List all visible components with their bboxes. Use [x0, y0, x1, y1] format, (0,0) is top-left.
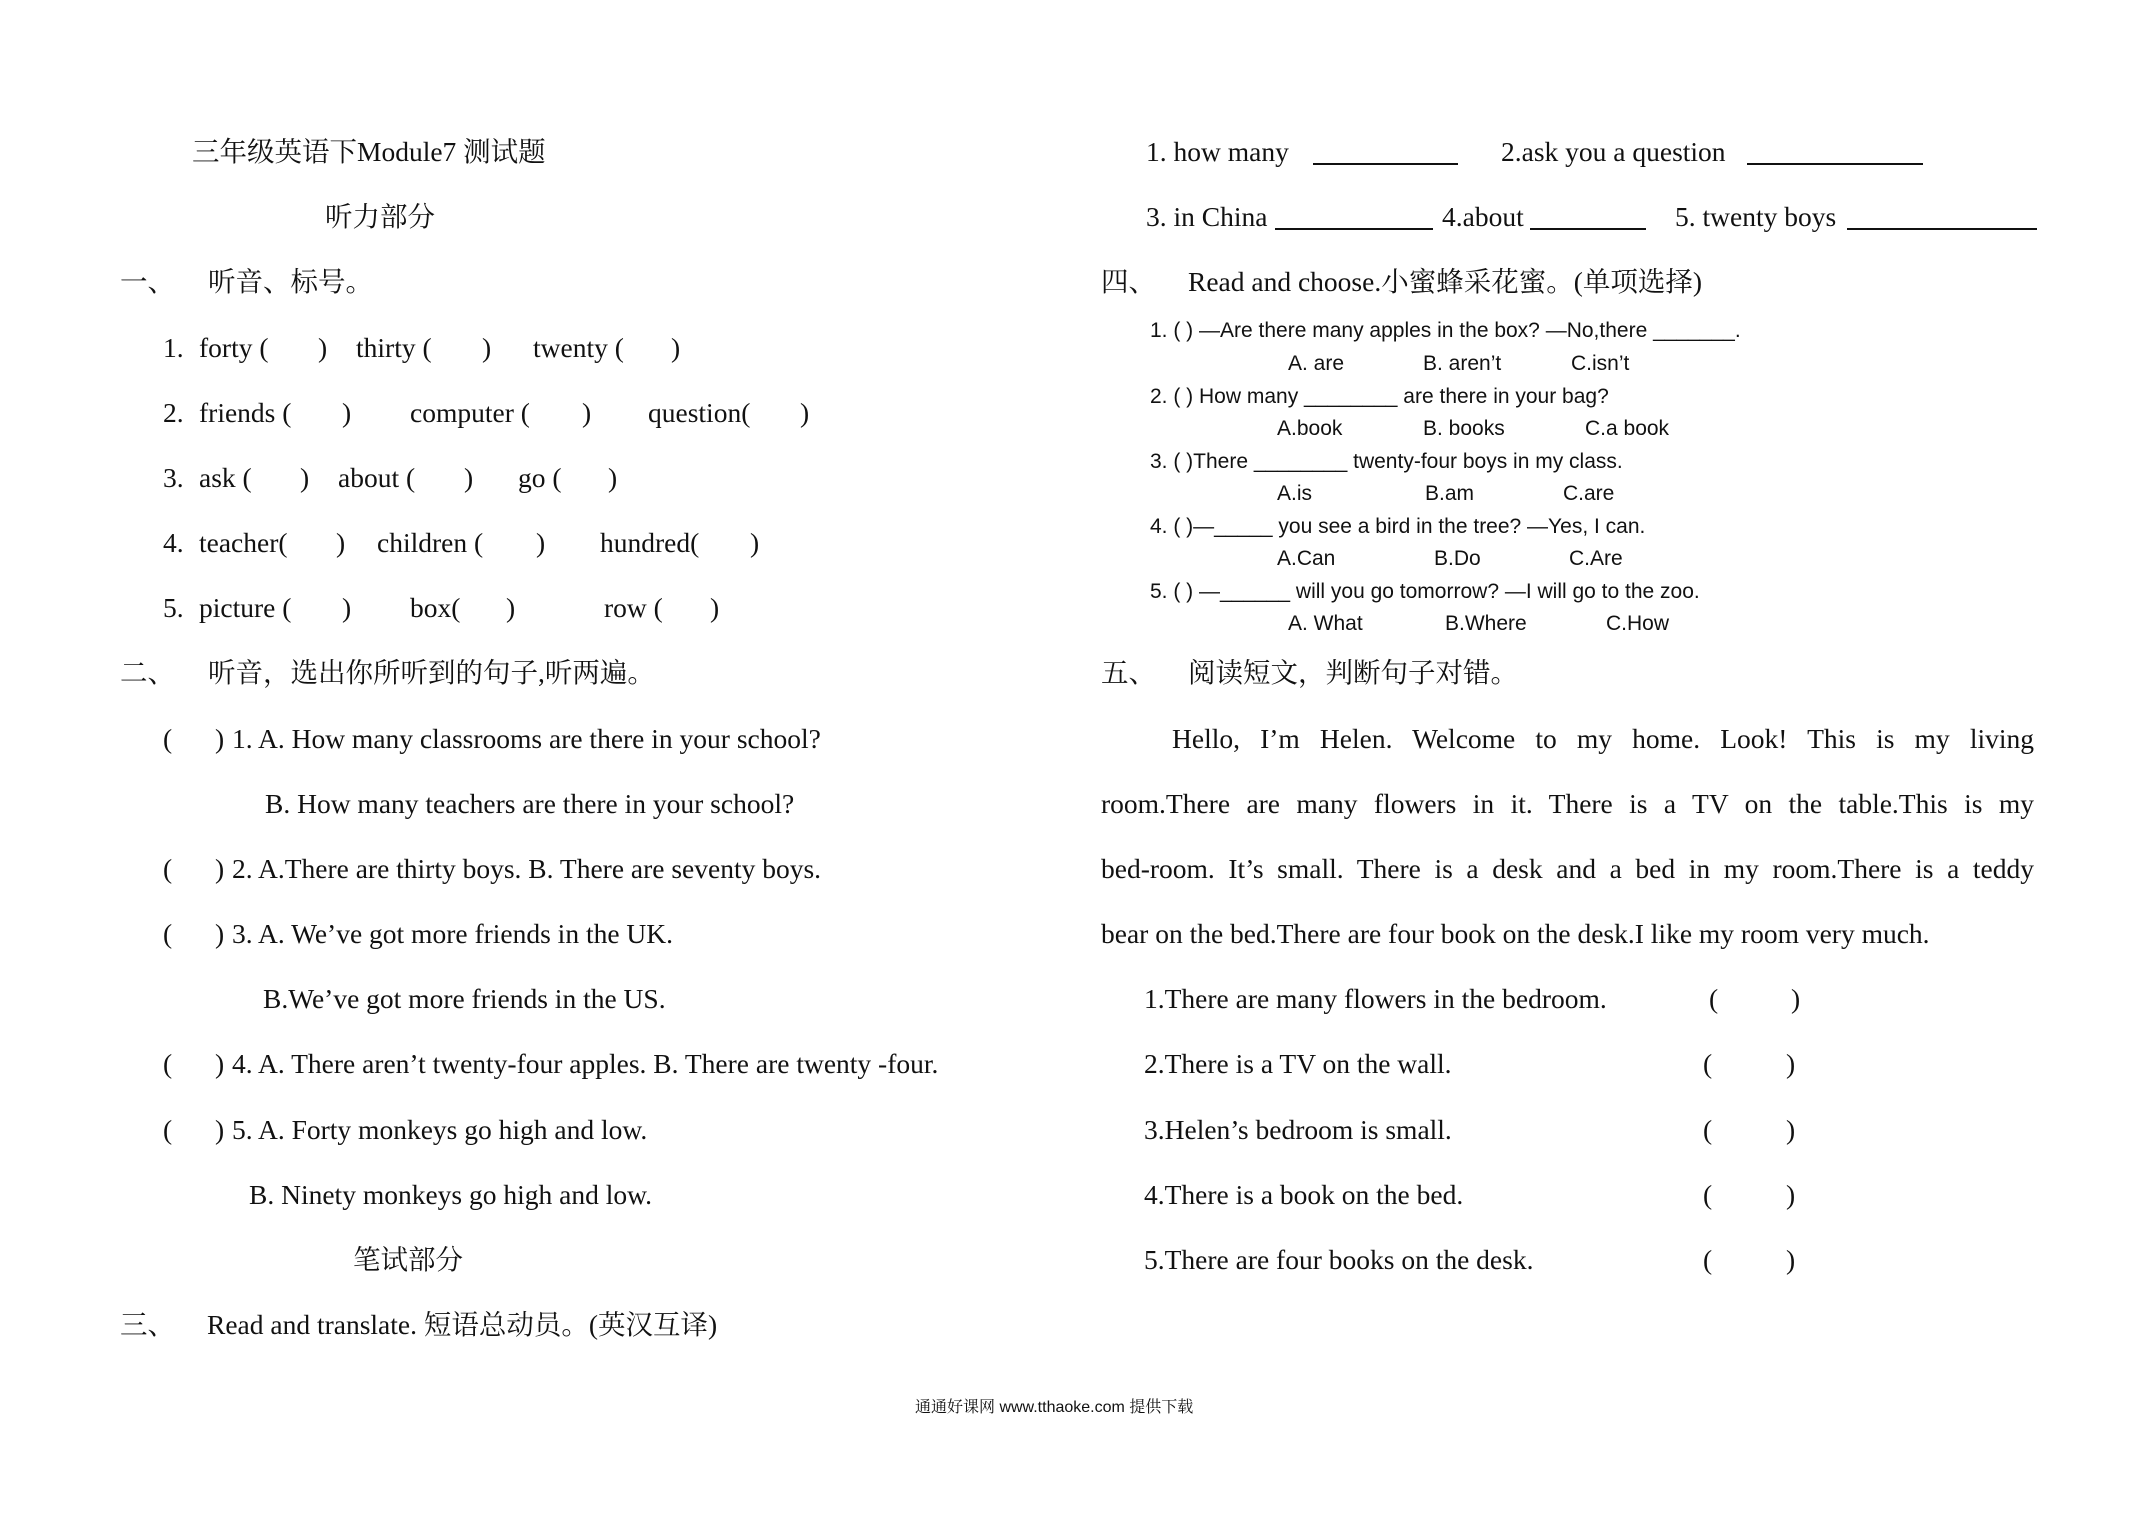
question-stem: 1. ( ) —Are there many apples in the box? —No,there _______. — [1150, 319, 1741, 342]
question-stem: 5. ( ) —______ will you go tomorrow? —I will go to the zoo. — [1150, 580, 1700, 603]
choice-option: A. are — [1288, 352, 1345, 375]
paren-close: ) — [608, 462, 618, 493]
word-label: twenty ( — [533, 332, 624, 363]
passage-line: bear on the bed.There are four book on the desk.I like my room very much. — [1101, 918, 1930, 949]
paren-open: ( — [1709, 983, 1719, 1014]
paren-close: ) — [1786, 1179, 1796, 1210]
answer-blank[interactable] — [1275, 204, 1433, 230]
paren-open: ( — [1703, 1114, 1713, 1145]
choice-option: A. What — [1288, 612, 1363, 635]
part4-number: 四、 — [1101, 266, 1156, 297]
statement-text: 5.There are four books on the desk. — [1144, 1244, 1534, 1275]
translate-item: 3. in China — [1146, 201, 1268, 232]
translate-item: 4.about — [1442, 201, 1524, 232]
part3-number: 三、 — [120, 1309, 175, 1340]
paren-close: ) — [710, 592, 720, 623]
paren-open: ( — [1703, 1244, 1713, 1275]
passage-line: Hello, I’m Helen. Welcome to my home. Look! This is my living — [1172, 723, 2034, 754]
paren-close: ) — [215, 918, 225, 949]
paren-open: ( — [1703, 1179, 1713, 1210]
paren-close: ) — [300, 462, 310, 493]
paren-open: ( — [1703, 1048, 1713, 1079]
part3-instruction: Read and translate. 短语总动员。(英汉互译) — [207, 1309, 718, 1340]
word-label: question( — [648, 397, 751, 428]
paren-open: ( — [163, 723, 173, 754]
word-label: row ( — [604, 592, 663, 623]
statement-text: 3.Helen’s bedroom is small. — [1144, 1114, 1452, 1145]
statement-text: 4.There is a book on the bed. — [1144, 1179, 1464, 1210]
item-number: 3. — [163, 462, 184, 493]
paren-close: ) — [1786, 1048, 1796, 1079]
paren-open: ( — [163, 1114, 173, 1145]
translate-item: 5. twenty boys — [1675, 201, 1837, 232]
paren-close: ) — [342, 397, 352, 428]
choice-option: C.are — [1563, 482, 1615, 505]
paren-close: ) — [671, 332, 681, 363]
choice-option: A.Can — [1277, 547, 1336, 570]
item-number: 5. — [163, 592, 184, 623]
paren-close: ) — [215, 853, 225, 884]
choice-option: B. books — [1423, 417, 1505, 440]
question-stem: 3. ( )There ________ twenty-four boys in my class. — [1150, 450, 1623, 473]
passage-line: bed-room. It’s small. There is a desk and a bed in my room.There is a teddy — [1101, 853, 2034, 884]
paren-open: ( — [163, 853, 173, 884]
answer-blank[interactable] — [1530, 204, 1646, 230]
choice-option: C.isn’t — [1571, 352, 1630, 375]
word-label: thirty ( — [356, 332, 432, 363]
translate-item: 1. how many — [1146, 136, 1289, 167]
choice-option: B.Do — [1434, 547, 1481, 570]
answer-blank[interactable] — [1847, 204, 2037, 230]
choice-option: C.How — [1606, 612, 1670, 635]
paren-close: ) — [318, 332, 328, 363]
item-number: 2. — [163, 397, 184, 428]
sentence-option: B. Ninety monkeys go high and low. — [249, 1179, 653, 1210]
footer-text: 通通好课网 www.tthaoke.com 提供下载 — [915, 1399, 1194, 1416]
paren-close: ) — [482, 332, 492, 363]
paren-close: ) — [336, 527, 346, 558]
part2-number: 二、 — [120, 657, 175, 688]
item-number: 1. — [163, 332, 184, 363]
paren-close: ) — [215, 1114, 225, 1145]
paren-close: ) — [464, 462, 474, 493]
word-label: children ( — [377, 527, 484, 558]
item-number: 4. — [163, 527, 184, 558]
part1-instruction: 听音、标号。 — [208, 266, 373, 297]
paren-close: ) — [506, 592, 516, 623]
sentence-option: 4. A. There aren’t twenty-four apples. B. There are twenty -four. — [232, 1048, 939, 1079]
paren-close: ) — [215, 1048, 225, 1079]
choice-option: A.book — [1277, 417, 1343, 440]
paren-open: ( — [163, 1048, 173, 1079]
word-label: friends ( — [199, 397, 292, 428]
statement-text: 2.There is a TV on the wall. — [1144, 1048, 1452, 1079]
sentence-option: 1. A. How many classrooms are there in your school? — [232, 723, 821, 754]
sentence-option: 5. A. Forty monkeys go high and low. — [232, 1114, 648, 1145]
part2-instruction: 听音，选出你所听到的句子,听两遍。 — [208, 657, 655, 688]
question-stem: 2. ( ) How many ________ are there in your bag? — [1150, 385, 1609, 408]
choice-option: C.a book — [1585, 417, 1670, 440]
choice-option: B.Where — [1445, 612, 1527, 635]
page-title: 三年级英语下Module7 测试题 — [192, 136, 546, 167]
answer-blank[interactable] — [1747, 139, 1923, 165]
paren-close: ) — [1791, 983, 1801, 1014]
word-label: about ( — [338, 462, 416, 493]
paren-open: ( — [163, 918, 173, 949]
paren-close: ) — [1786, 1244, 1796, 1275]
word-label: hundred( — [600, 527, 700, 558]
paren-close: ) — [750, 527, 760, 558]
choice-option: B.am — [1425, 482, 1475, 505]
part5-instruction: 阅读短文，判断句子对错。 — [1188, 657, 1518, 688]
word-label: go ( — [518, 462, 562, 493]
choice-option: A.is — [1277, 482, 1313, 505]
statement-text: 1.There are many flowers in the bedroom. — [1144, 983, 1607, 1014]
word-label: box( — [410, 592, 461, 623]
choice-option: B. aren’t — [1423, 352, 1502, 375]
word-label: computer ( — [410, 397, 530, 428]
sentence-option: 3. A. We’ve got more friends in the UK. — [232, 918, 674, 949]
paren-close: ) — [342, 592, 352, 623]
sentence-option: B. How many teachers are there in your school? — [265, 788, 795, 819]
part1-number: 一、 — [120, 266, 175, 297]
written-heading: 笔试部分 — [353, 1244, 463, 1275]
passage-line: room.There are many flowers in it. There is a TV on the table.This is my — [1101, 788, 2034, 819]
sentence-option: B.We’ve got more friends in the US. — [263, 983, 666, 1014]
paren-close: ) — [582, 397, 592, 428]
paren-close: ) — [536, 527, 546, 558]
part5-number: 五、 — [1101, 657, 1156, 688]
word-label: ask ( — [199, 462, 252, 493]
word-label: teacher( — [199, 527, 288, 558]
paren-close: ) — [215, 723, 225, 754]
translate-item: 2.ask you a question — [1501, 136, 1726, 167]
answer-blank[interactable] — [1313, 139, 1458, 165]
word-label: picture ( — [199, 592, 292, 623]
part4-instruction: Read and choose.小蜜蜂采花蜜。(单项选择) — [1188, 266, 1703, 297]
word-label: forty ( — [199, 332, 269, 363]
choice-option: C.Are — [1569, 547, 1623, 570]
sentence-option: 2. A.There are thirty boys. B. There are seventy boys. — [232, 853, 822, 884]
listening-heading: 听力部分 — [325, 201, 435, 232]
question-stem: 4. ( )—_____ you see a bird in the tree? —Yes, I can. — [1150, 515, 1646, 538]
paren-close: ) — [1786, 1114, 1796, 1145]
paren-close: ) — [800, 397, 810, 428]
